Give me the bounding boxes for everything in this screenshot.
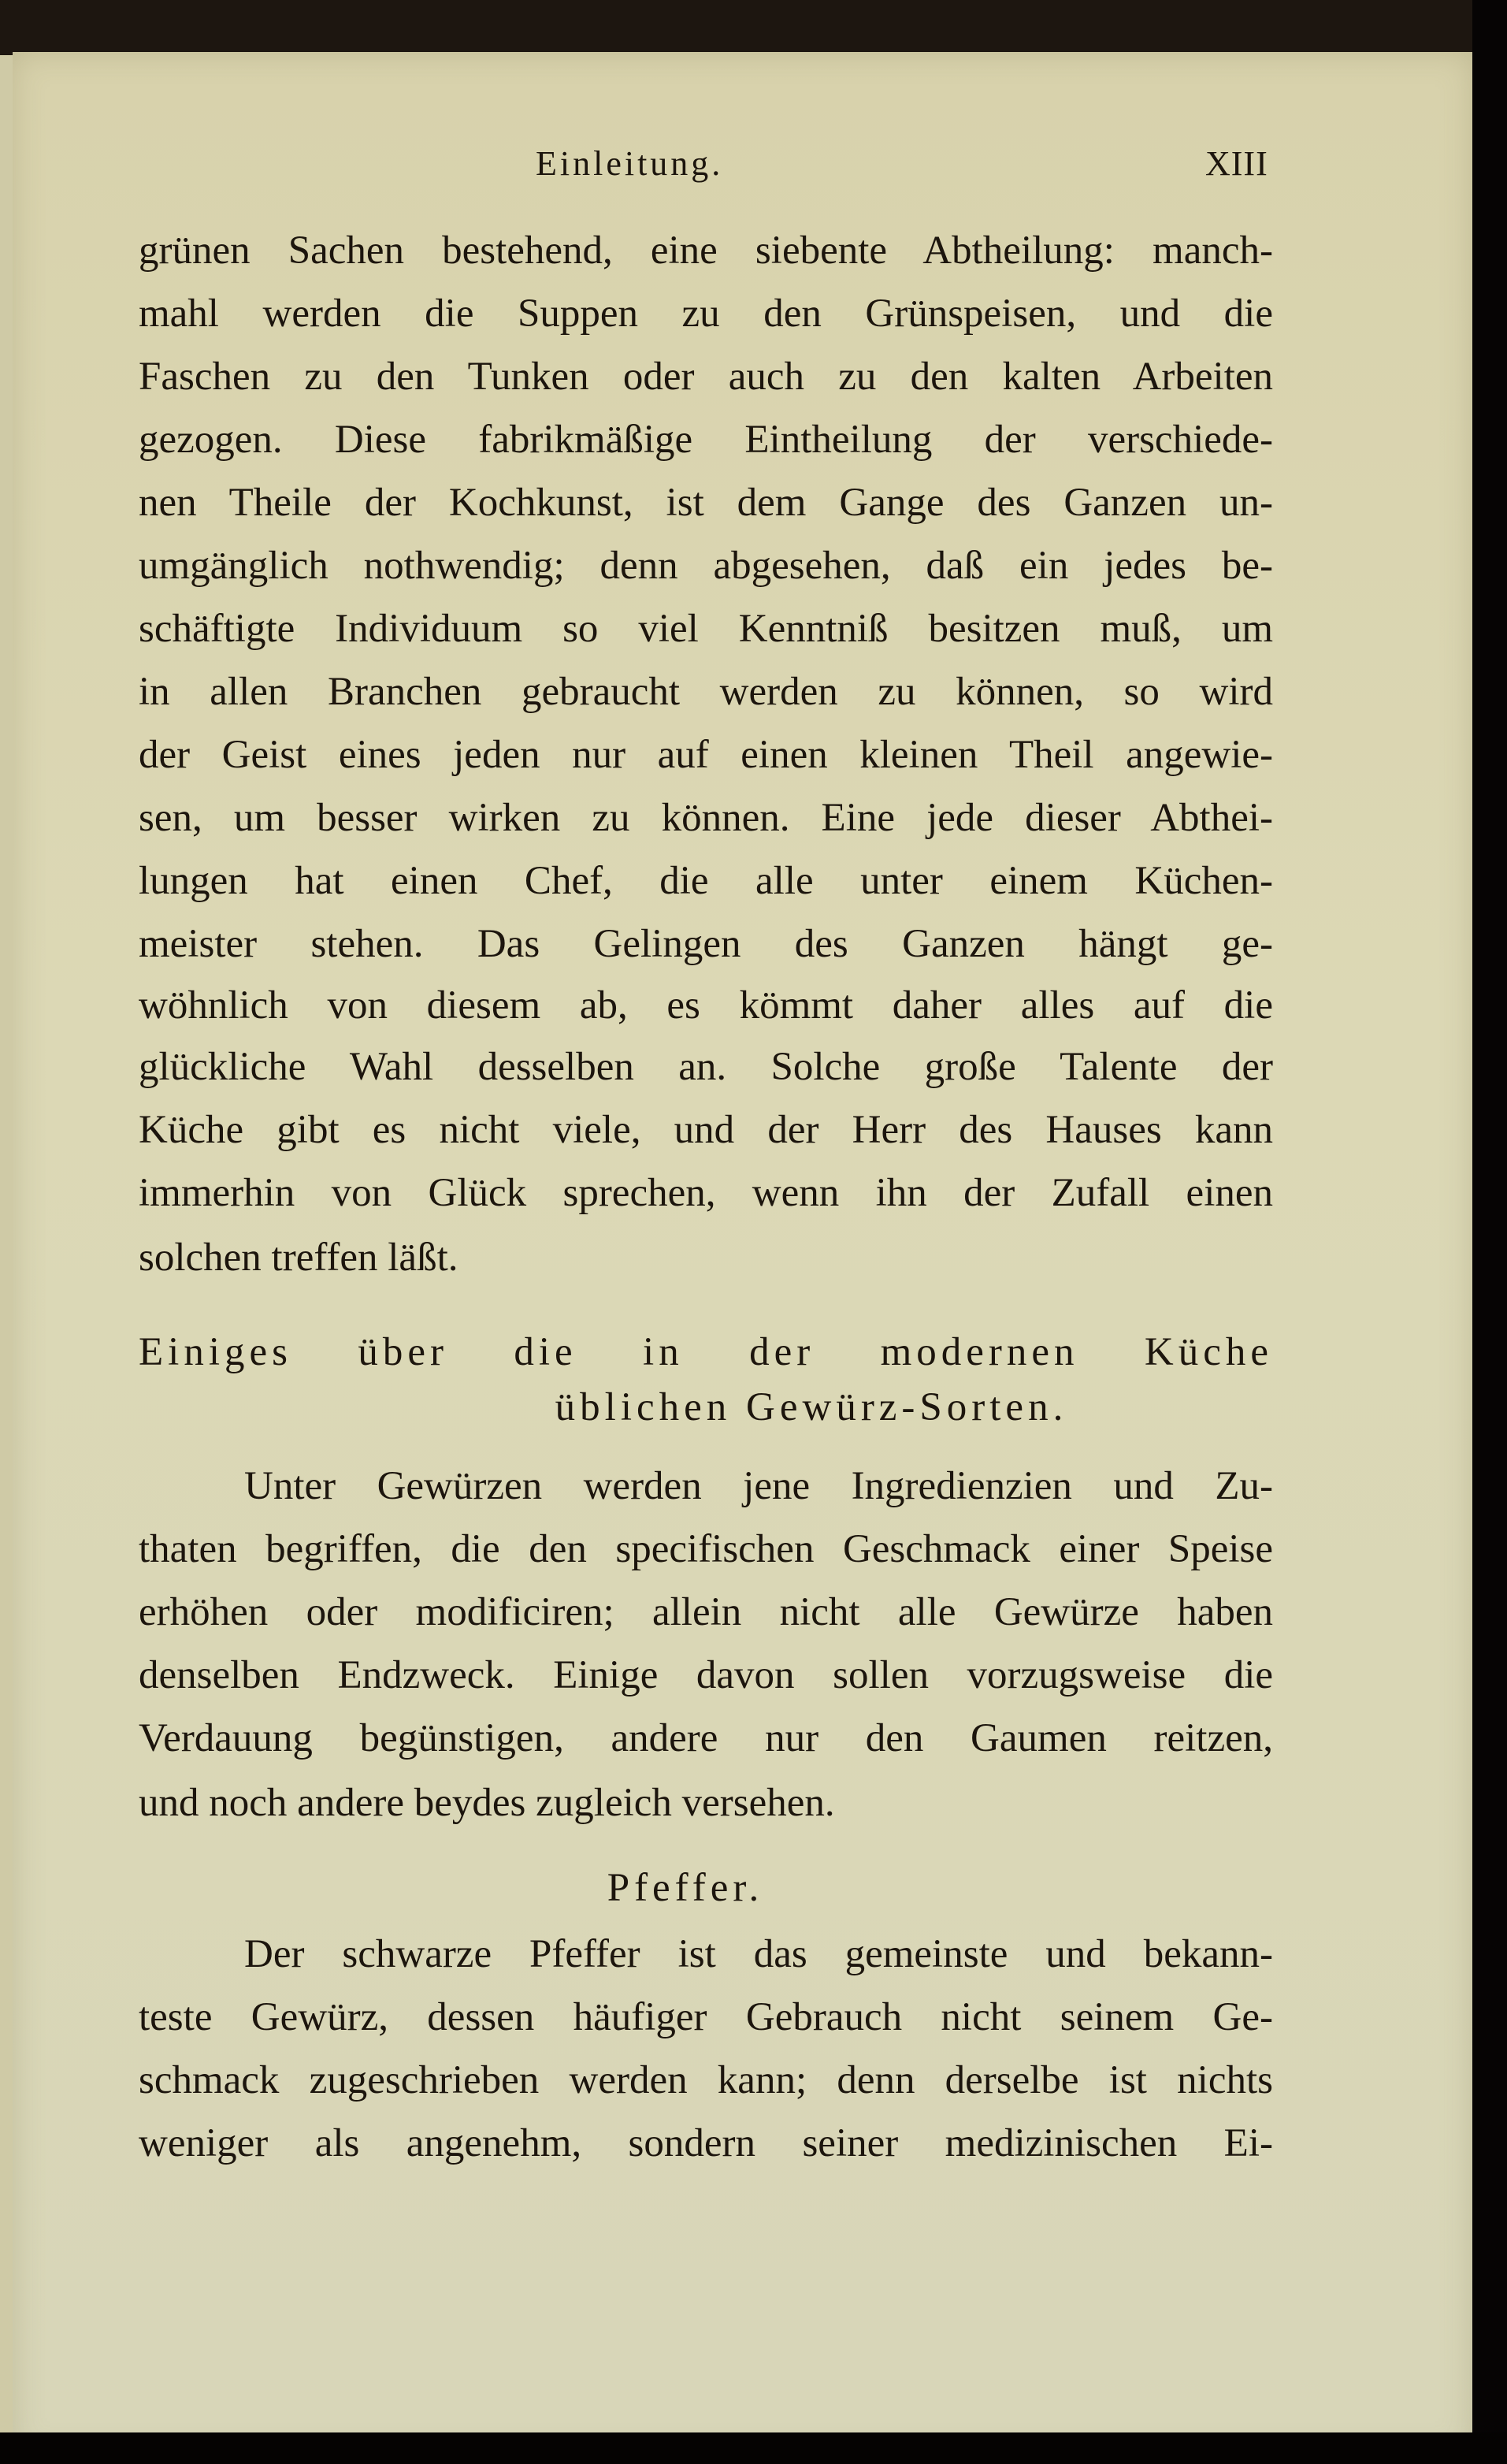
text-line: Der schwarze Pfeffer ist das gemeinste und bekann- — [244, 1932, 1273, 1976]
text-line: glückliche Wahl desselben an. Solche große Talente der — [139, 1045, 1273, 1089]
text-line: immerhin von Glück sprechen, wenn ihn der Zufall einen — [139, 1171, 1273, 1215]
text-line: Unter Gewürzen werden jene Ingredienzien und Zu- — [244, 1464, 1273, 1508]
text-line: umgänglich nothwendig; denn abgesehen, daß ein jedes be- — [139, 544, 1273, 588]
text-line: teste Gewürz, dessen häufiger Gebrauch nicht seinem Ge- — [139, 1995, 1273, 2039]
text-line: wöhnlich von diesem ab, es kömmt daher alles auf die — [139, 983, 1273, 1028]
section-heading-line: Einiges über die in der modernen Küche — [139, 1330, 1273, 1374]
text-line: meister stehen. Das Gelingen des Ganzen hängt ge- — [139, 922, 1273, 966]
text-line: grünen Sachen bestehend, eine siebente Abtheilung: manch- — [139, 229, 1273, 273]
text-line: gezogen. Diese fabrikmäßige Eintheilung der verschiede- — [139, 418, 1273, 462]
text-line: schmack zugeschrieben werden kann; denn derselbe ist nichts — [139, 2058, 1273, 2102]
running-header-title: Einleitung. — [536, 144, 724, 183]
scan-background-right — [1472, 0, 1507, 2464]
text-line: solchen treffen läßt. — [139, 1236, 458, 1280]
text-line: lungen hat einen Chef, die alle unter einem Küchen- — [139, 859, 1273, 903]
text-line: erhöhen oder modificiren; allein nicht alle Gewürze haben — [139, 1590, 1273, 1634]
text-line: Verdauung begünstigen, andere nur den Gaumen reitzen, — [139, 1716, 1273, 1760]
text-line: thaten begriffen, die den specifischen Geschmack einer Speise — [139, 1527, 1273, 1571]
text-line: Küche gibt es nicht viele, und der Herr des Hauses kann — [139, 1108, 1273, 1152]
text-line: nen Theile der Kochkunst, ist dem Gange des Ganzen un- — [139, 481, 1273, 525]
subheading-pfeffer: Pfeffer. — [607, 1866, 764, 1910]
text-line: der Geist eines jeden nur auf einen kleinen Theil angewie- — [139, 733, 1273, 777]
text-line: Faschen zu den Tunken oder auch zu den kalten Arbeiten — [139, 355, 1273, 399]
text-line: und noch andere beydes zugleich versehen. — [139, 1781, 835, 1825]
text-line: denselben Endzweck. Einige davon sollen vorzugsweise die — [139, 1653, 1273, 1697]
text-line: schäftigte Individuum so viel Kenntniß besitzen muß, um — [139, 607, 1273, 651]
text-line: mahl werden die Suppen zu den Grünspeisen, und die — [139, 292, 1273, 336]
scan-background-bottom — [0, 2432, 1507, 2464]
text-line: in allen Branchen gebraucht werden zu können, so wird — [139, 670, 1273, 714]
section-heading-line: üblichen Gewürz-Sorten. — [555, 1385, 1068, 1429]
scan-background-top — [0, 0, 1507, 59]
page-number: XIII — [1205, 144, 1268, 183]
text-line: sen, um besser wirken zu können. Eine jede dieser Abthei- — [139, 796, 1273, 840]
text-line: weniger als angenehm, sondern seiner medizinischen Ei- — [139, 2121, 1273, 2165]
